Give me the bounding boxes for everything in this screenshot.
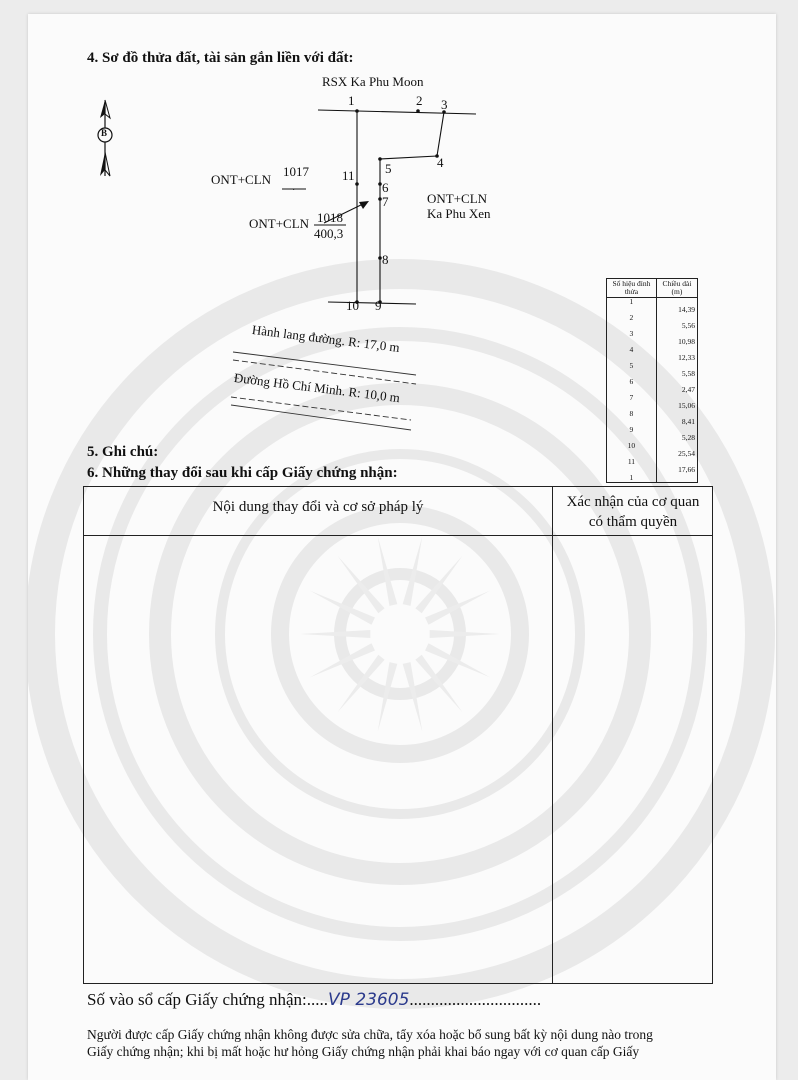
confirm-header-line2: có thẩm quyền (588, 514, 678, 530)
table-row: 5,28 (607, 434, 698, 442)
section-4-heading: 4. Sơ đồ thửa đất, tài sản gắn liền với đất: (87, 50, 354, 66)
table-row: 2,47 (607, 386, 698, 394)
section-6-heading: 6. Những thay đổi sau khi cấp Giấy chứng nhận: (87, 465, 398, 481)
west-parcel-type: ONT+CLN (211, 172, 272, 187)
east-parcel-type: ONT+CLN (427, 191, 488, 206)
table-row: 10,98 (607, 338, 698, 346)
notice-text (87, 1026, 776, 1060)
subject-parcel-type: ONT+CLN (249, 216, 310, 231)
table-row: 8 (607, 410, 698, 418)
legend-col-length: Chiều dài (m) (656, 279, 697, 298)
table-row: 5,58 (607, 370, 698, 378)
column-divider (552, 487, 553, 983)
notice-line-2: Giấy chứng nhận; khi bị mất hoặc hư hỏng Giấy chứng nhận phải khai báo ngay với cơ quan cấp Giấy (87, 1044, 640, 1059)
notice-line-1: Người được cấp Giấy chứng nhận không được sửa chữa, tẩy xóa hoặc bổ sung bất kỳ nội dung nào trong (87, 1027, 653, 1042)
table-row: 1 (607, 474, 698, 483)
west-parcel-area: . (292, 178, 296, 193)
table-row: 3 (607, 330, 698, 338)
table-row: 25,54 (607, 450, 698, 458)
table-row: 4 (607, 346, 698, 354)
east-parcel-owner: Ka Phu Xen (427, 206, 491, 221)
table-row: 6 (607, 378, 698, 386)
point-label: 2 (416, 93, 423, 108)
west-parcel-number: 1017 (283, 164, 309, 179)
table-row: 17,66 (607, 466, 698, 474)
table-row: 5,56 (607, 322, 698, 330)
point-label: 1 (348, 93, 355, 108)
point-label: 3 (441, 97, 448, 112)
changes-col-content-header: Nội dung thay đổi và cơ sở pháp lý (212, 499, 424, 515)
certificate-page (28, 14, 776, 1080)
register-label: Số vào sổ cấp Giấy chứng nhận: (87, 990, 307, 1009)
table-row: 10 (607, 442, 698, 450)
table-row: 2 (607, 314, 698, 322)
table-row: 5 (607, 362, 698, 370)
north-letter: B (101, 128, 108, 138)
point-label: 5 (385, 161, 392, 176)
table-row: 7 (607, 394, 698, 402)
table-row: 1 (607, 298, 698, 307)
register-number: VP 23605 (328, 990, 410, 1010)
subject-parcel-area: 400,3 (314, 226, 344, 241)
changes-col-confirm-header (553, 492, 713, 532)
point-label: 9 (375, 298, 382, 313)
section-5-heading: 5. Ghi chú: (87, 444, 159, 460)
road-label: Đường Hồ Chí Minh. R: 10,0 m (233, 370, 401, 406)
north-neighbor-label: RSX Ka Phu Moon (322, 74, 424, 89)
table-row: 14,39 (607, 306, 698, 314)
point-label: 8 (382, 252, 389, 267)
point-label: 10 (346, 298, 359, 313)
subject-parcel-number: 1018 (317, 210, 343, 225)
table-row: 15,06 (607, 402, 698, 410)
table-row: 8,41 (607, 418, 698, 426)
corridor-label: Hành lang đường. R: 17,0 m (251, 322, 401, 355)
changes-table (83, 486, 713, 984)
point-label: 11 (342, 168, 355, 183)
point-label: 7 (382, 194, 389, 209)
table-row: 12,33 (607, 354, 698, 362)
register-number-line: Số vào sổ cấp Giấy chứng nhận:.....VP 23605............................... (87, 990, 542, 1010)
table-row: 9 (607, 426, 698, 434)
confirm-header-line1: Xác nhận của cơ quan (566, 494, 700, 510)
north-arrow-icon (98, 100, 112, 176)
legend-col-point: Số hiệu đỉnh thửa (607, 279, 657, 298)
table-row: 11 (607, 458, 698, 466)
point-label: 4 (437, 155, 444, 170)
point-label: 6 (382, 180, 389, 195)
boundary-length-table (606, 278, 698, 483)
